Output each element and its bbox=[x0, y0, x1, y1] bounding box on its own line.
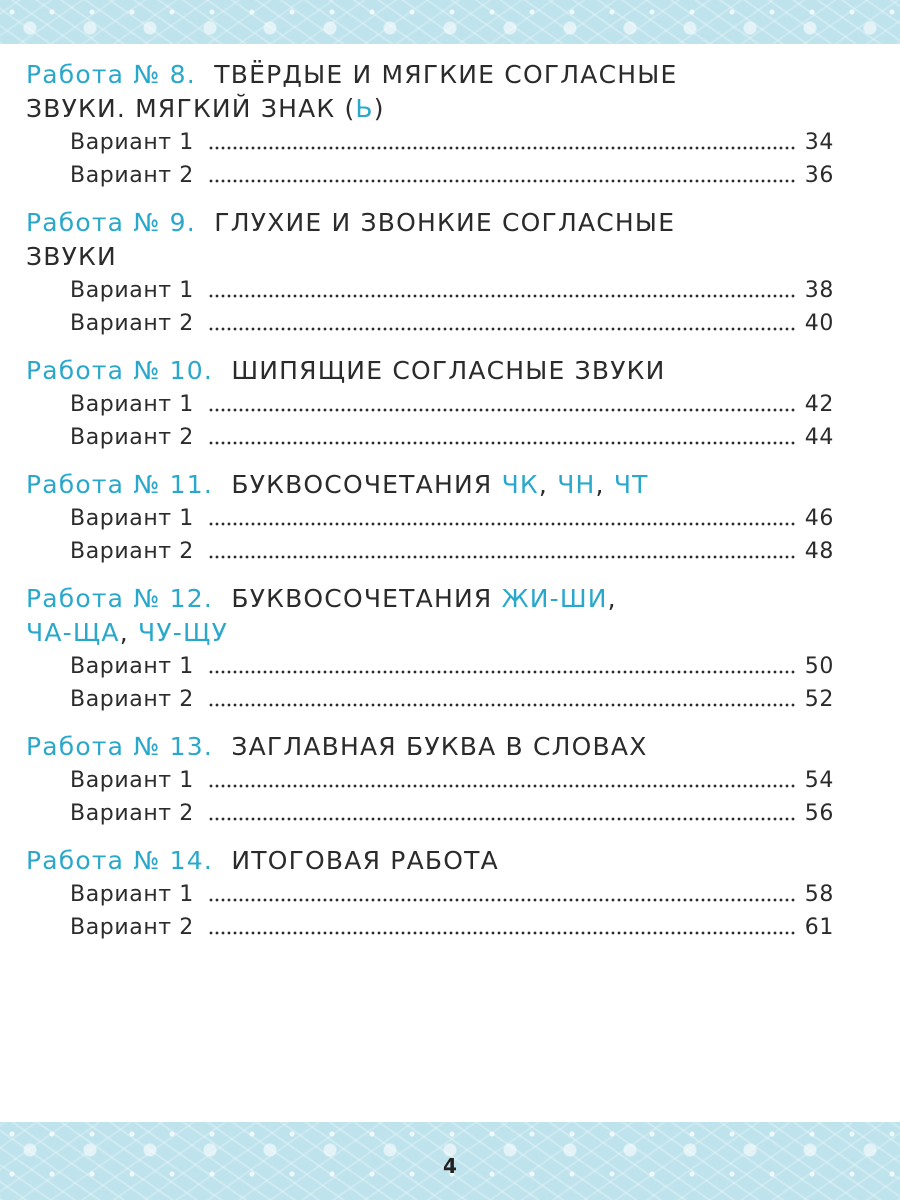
dot-leader bbox=[208, 931, 797, 935]
section-heading bbox=[26, 354, 834, 388]
toc-entry[interactable] bbox=[70, 421, 834, 454]
page-number-ref: 58 bbox=[804, 882, 834, 907]
bottom-decorative-band bbox=[0, 1122, 900, 1200]
section-title-separator: , bbox=[595, 470, 605, 499]
toc-entry[interactable] bbox=[70, 797, 834, 830]
variant-label: Вариант 1 bbox=[70, 768, 194, 793]
section-title-separator: , bbox=[119, 618, 129, 647]
toc-entry[interactable] bbox=[70, 388, 834, 421]
section-title-line1: ТВЁРДЫЕ И МЯГКИЕ СОГЛАСНЫЕ bbox=[214, 60, 678, 89]
section-title-line1: ГЛУХИЕ И ЗВОНКИЕ СОГЛАСНЫЕ bbox=[214, 208, 676, 237]
section-title-line1: ШИПЯЩИЕ СОГЛАСНЫЕ ЗВУКИ bbox=[231, 356, 666, 385]
variant-label: Вариант 1 bbox=[70, 392, 194, 417]
section-title-separator: , bbox=[538, 470, 549, 499]
dot-leader bbox=[208, 327, 797, 331]
toc-entry[interactable] bbox=[70, 764, 834, 797]
toc-entry[interactable] bbox=[70, 911, 834, 944]
section-label: Работа № 9. bbox=[26, 208, 196, 237]
toc-section-9 bbox=[26, 206, 834, 340]
toc-entry[interactable] bbox=[70, 126, 834, 159]
page-number-ref: 42 bbox=[804, 392, 834, 417]
section-title-line2: ЗВУКИ bbox=[26, 242, 117, 271]
table-of-contents bbox=[26, 58, 834, 958]
toc-section-11 bbox=[26, 468, 834, 568]
toc-section-10 bbox=[26, 354, 834, 454]
page-number-ref: 44 bbox=[804, 425, 834, 450]
section-label: Работа № 10. bbox=[26, 356, 214, 385]
dot-leader bbox=[208, 522, 797, 526]
toc-entry[interactable] bbox=[70, 274, 834, 307]
variant-label: Вариант 2 bbox=[70, 311, 194, 336]
page-number-ref: 50 bbox=[804, 654, 834, 679]
dot-leader bbox=[208, 294, 797, 298]
section-heading bbox=[26, 844, 834, 878]
section-title-line1: БУКВОСОЧЕТАНИЯ bbox=[231, 470, 493, 499]
variant-label: Вариант 1 bbox=[70, 654, 194, 679]
section-label: Работа № 13. bbox=[26, 732, 214, 761]
section-title-accent: ЖИ-ШИ bbox=[501, 584, 608, 613]
toc-section-14 bbox=[26, 844, 834, 944]
dot-leader bbox=[208, 441, 797, 445]
page-number-ref: 34 bbox=[804, 130, 834, 155]
toc-entry[interactable] bbox=[70, 878, 834, 911]
section-label: Работа № 8. bbox=[26, 60, 196, 89]
page-number-ref: 61 bbox=[804, 915, 834, 940]
page-number-ref: 52 bbox=[804, 687, 834, 712]
section-heading bbox=[26, 468, 834, 502]
section-title-accent: ЧА-ЩА bbox=[26, 618, 120, 647]
variant-label: Вариант 2 bbox=[70, 539, 194, 564]
variant-label: Вариант 2 bbox=[70, 801, 194, 826]
dot-leader bbox=[208, 784, 797, 788]
variant-label: Вариант 2 bbox=[70, 163, 194, 188]
section-title-accent: Ь bbox=[355, 94, 374, 123]
variant-label: Вариант 1 bbox=[70, 278, 194, 303]
page-number: 4 bbox=[443, 1154, 457, 1178]
dot-leader bbox=[208, 408, 797, 412]
dot-leader bbox=[208, 179, 797, 183]
section-title-line1: ЗАГЛАВНАЯ БУКВА В СЛОВАХ bbox=[231, 732, 648, 761]
dot-leader bbox=[208, 670, 797, 674]
section-heading bbox=[26, 730, 834, 764]
section-title-accent: ЧТ bbox=[613, 470, 649, 499]
toc-entry[interactable] bbox=[70, 650, 834, 683]
section-title-line1: БУКВОСОЧЕТАНИЯ bbox=[231, 584, 493, 613]
section-heading bbox=[26, 206, 834, 274]
section-title-accent: ЧУ-ЩУ bbox=[138, 618, 229, 647]
toc-entry[interactable] bbox=[70, 159, 834, 192]
page-number-ref: 46 bbox=[804, 506, 834, 531]
toc-entry[interactable] bbox=[70, 307, 834, 340]
page-number-ref: 36 bbox=[804, 163, 834, 188]
toc-section-12 bbox=[26, 582, 834, 716]
dot-leader bbox=[208, 898, 797, 902]
section-title-line2: ЗВУКИ. МЯГКИЙ ЗНАК ( bbox=[26, 94, 356, 123]
dot-leader bbox=[208, 555, 797, 559]
variant-label: Вариант 2 bbox=[70, 687, 194, 712]
section-heading bbox=[26, 582, 834, 650]
page-number-ref: 54 bbox=[804, 768, 834, 793]
page-number-ref: 48 bbox=[804, 539, 834, 564]
variant-label: Вариант 2 bbox=[70, 915, 194, 940]
section-heading bbox=[26, 58, 834, 126]
section-label: Работа № 11. bbox=[26, 470, 214, 499]
toc-entry[interactable] bbox=[70, 502, 834, 535]
dot-leader bbox=[208, 146, 797, 150]
section-title-accent: ЧН bbox=[557, 470, 596, 499]
dot-leader bbox=[208, 817, 797, 821]
toc-entry[interactable] bbox=[70, 535, 834, 568]
section-label: Работа № 14. bbox=[26, 846, 214, 875]
variant-label: Вариант 1 bbox=[70, 506, 194, 531]
section-title-line1: ИТОГОВАЯ РАБОТА bbox=[231, 846, 499, 875]
page-number-ref: 38 bbox=[804, 278, 834, 303]
toc-entry[interactable] bbox=[70, 683, 834, 716]
section-title-end: ) bbox=[373, 94, 385, 123]
top-decorative-band bbox=[0, 0, 900, 44]
toc-section-13 bbox=[26, 730, 834, 830]
dot-leader bbox=[208, 703, 797, 707]
toc-section-8 bbox=[26, 58, 834, 192]
variant-label: Вариант 2 bbox=[70, 425, 194, 450]
section-title-separator: , bbox=[607, 584, 617, 613]
page-number-ref: 40 bbox=[804, 311, 834, 336]
variant-label: Вариант 1 bbox=[70, 130, 194, 155]
section-title-accent: ЧК bbox=[501, 470, 539, 499]
section-label: Работа № 12. bbox=[26, 584, 214, 613]
variant-label: Вариант 1 bbox=[70, 882, 194, 907]
page-number-ref: 56 bbox=[804, 801, 834, 826]
